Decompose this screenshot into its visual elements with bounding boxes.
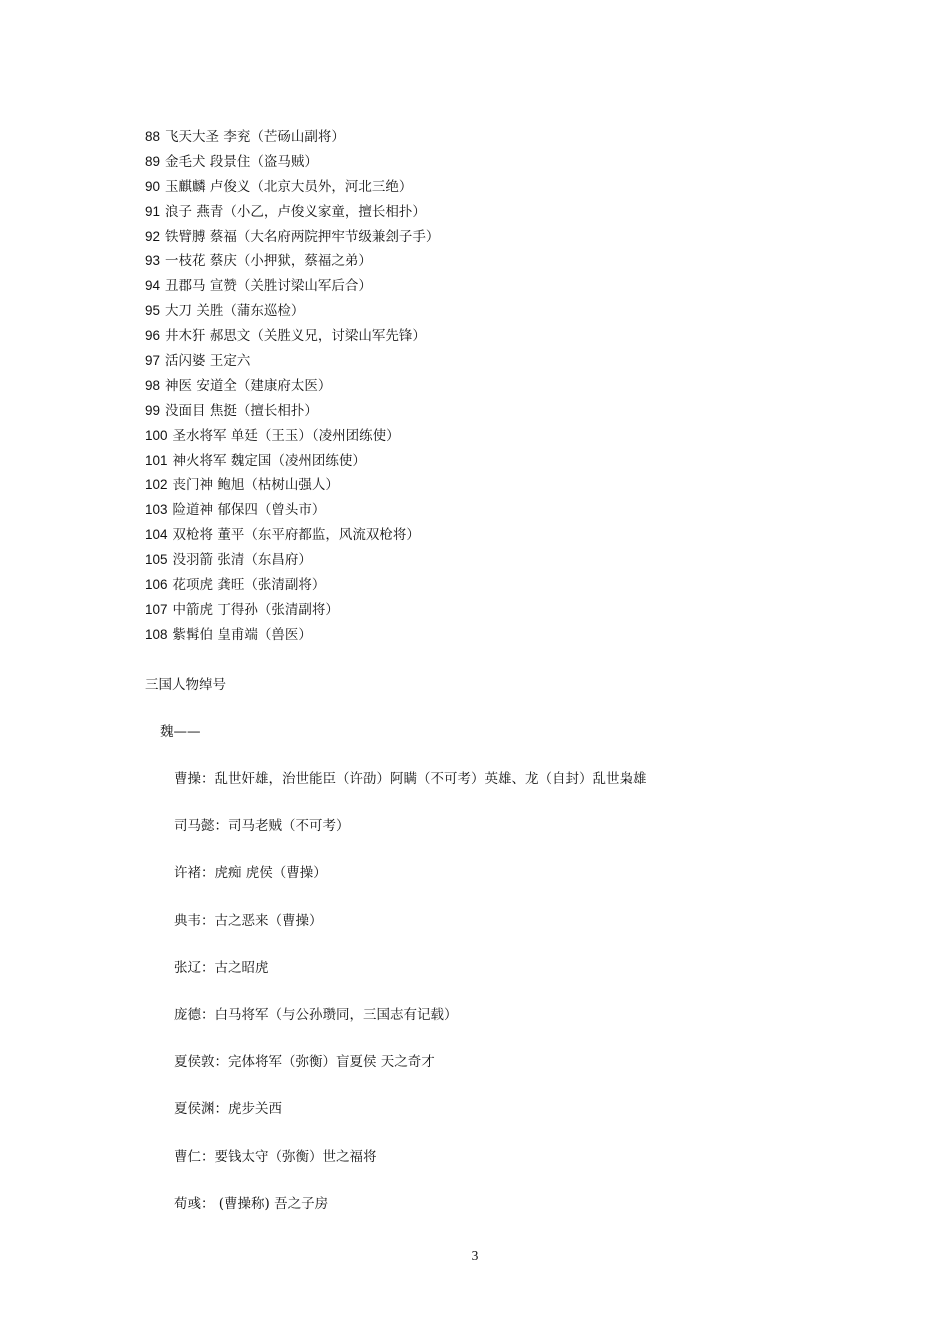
hero-number: 89 <box>145 153 161 169</box>
hero-description: 井木犴 郝思文（关胜义兄，讨梁山军先锋） <box>165 328 426 345</box>
hero-entry <box>145 274 439 299</box>
section-title: 三国人物绰号 <box>145 677 226 693</box>
hero-number: 105 <box>145 552 168 568</box>
hero-description: 神火将军 魏定国（凌州团练使） <box>172 452 366 469</box>
hero-description: 没面目 焦挺（擅长相扑） <box>165 402 318 419</box>
page-number: 3 <box>471 1248 479 1263</box>
hero-entry <box>145 374 439 399</box>
hero-description: 玉麒麟 卢俊义（北京大员外，河北三绝） <box>165 178 413 195</box>
hero-number: 88 <box>145 129 161 144</box>
character-entry: 荀彧： (曹操称) 吾之子房 <box>174 1195 329 1212</box>
hero-description: 神医 安道全（建康府太医） <box>165 377 332 394</box>
hero-number: 100 <box>145 427 168 443</box>
hero-number: 92 <box>145 228 161 244</box>
hero-description: 飞天大圣 李兖（芒砀山副将） <box>165 129 345 145</box>
hero-description: 浪子 燕青（小乙，卢俊义家童，擅长相扑） <box>165 203 426 220</box>
character-list <box>174 767 647 1239</box>
hero-description: 丧门神 鲍旭（枯树山强人） <box>172 477 339 494</box>
hero-number: 96 <box>145 328 161 344</box>
hero-list <box>145 125 439 648</box>
hero-number: 102 <box>145 477 168 493</box>
hero-entry <box>145 125 439 150</box>
hero-number: 103 <box>145 502 168 518</box>
hero-entry <box>145 598 439 623</box>
hero-number: 93 <box>145 253 161 269</box>
hero-description: 花项虎 龚旺（张清副将） <box>172 577 326 594</box>
hero-description: 双枪将 董平（东平府都监，风流双枪将） <box>172 527 420 544</box>
hero-number: 108 <box>145 626 168 642</box>
hero-entry <box>145 150 439 175</box>
hero-description: 没羽箭 张清（东昌府） <box>172 552 312 569</box>
hero-description: 活闪婆 王定六 <box>165 353 251 370</box>
hero-description: 中箭虎 丁得孙（张清副将） <box>172 601 339 618</box>
character-entry: 曹操：乱世奸雄，治世能臣（许劭）阿瞒（不可考）英雄、龙（自封）乱世枭雄 <box>174 771 647 787</box>
hero-entry <box>145 249 439 274</box>
hero-number: 91 <box>145 203 161 219</box>
hero-description: 险道神 郁保四（曾头市） <box>172 502 326 519</box>
hero-entry <box>145 473 439 498</box>
hero-description: 丑郡马 宣赞（关胜讨梁山军后合） <box>165 278 372 295</box>
hero-number: 97 <box>145 353 161 369</box>
character-entry: 夏侯渊：虎步关西 <box>174 1101 282 1118</box>
hero-entry <box>145 498 439 523</box>
hero-entry <box>145 349 439 374</box>
hero-entry <box>145 399 439 424</box>
kingdom-heading: 魏—— <box>160 724 201 740</box>
hero-entry <box>145 548 439 573</box>
hero-entry <box>145 225 439 250</box>
character-entry: 庞德：白马将军（与公孙瓒同，三国志有记载） <box>174 1006 458 1023</box>
hero-entry <box>145 623 439 648</box>
hero-entry <box>145 200 439 225</box>
hero-entry <box>145 523 439 548</box>
hero-number: 99 <box>145 402 161 418</box>
hero-entry <box>145 424 439 449</box>
character-entry: 司马懿：司马老贼（不可考） <box>174 818 350 835</box>
hero-description: 大刀 关胜（蒲东巡检） <box>165 303 305 320</box>
hero-entry <box>145 299 439 324</box>
character-entry: 典韦：古之恶来（曹操） <box>174 912 323 929</box>
hero-number: 95 <box>145 303 161 319</box>
hero-number: 107 <box>145 601 168 617</box>
hero-entry <box>145 324 439 349</box>
hero-entry <box>145 573 439 598</box>
hero-description: 一枝花 蔡庆（小押狱，蔡福之弟） <box>165 253 372 270</box>
hero-entry <box>145 175 439 200</box>
hero-description: 紫髯伯 皇甫端（兽医） <box>172 626 312 643</box>
hero-description: 金毛犬 段景住（盗马贼） <box>165 153 318 170</box>
hero-description: 铁臂膊 蔡福（大名府两院押牢节级兼刽子手） <box>165 228 440 245</box>
character-entry: 张辽：古之昭虎 <box>174 959 269 976</box>
hero-entry <box>145 449 439 474</box>
character-entry: 夏侯敦：完体将军（弥衡）盲夏侯 天之奇才 <box>174 1054 435 1071</box>
character-entry: 许褚：虎痴 虎侯（曹操） <box>174 865 327 882</box>
character-entry: 曹仁：要钱太守（弥衡）世之福将 <box>174 1148 377 1165</box>
hero-number: 98 <box>145 377 161 393</box>
hero-number: 106 <box>145 577 168 593</box>
hero-description: 圣水将军 单廷（王玉）（凌州团练使） <box>172 427 400 444</box>
hero-number: 90 <box>145 178 161 194</box>
hero-number: 104 <box>145 527 168 543</box>
hero-number: 94 <box>145 278 161 294</box>
hero-number: 101 <box>145 452 168 468</box>
